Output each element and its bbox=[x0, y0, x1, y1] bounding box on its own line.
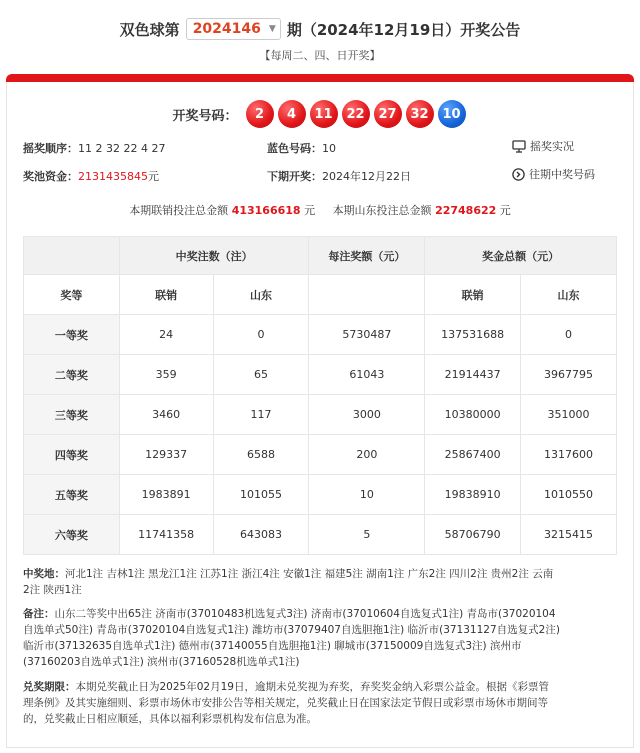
blue-number-value: 10 bbox=[322, 142, 336, 155]
table-cell: 0 bbox=[521, 315, 617, 355]
remarks bbox=[23, 606, 621, 670]
sd-sales-label: 本期山东投注总金额 bbox=[332, 204, 432, 217]
remarks-text: 临沂市(37132635自选单式1注) 德州市(37140055自选胆拖1注) 聊城市(37150009自选复式3注) 滨州市 bbox=[23, 640, 522, 652]
table-cell: 137531688 bbox=[425, 315, 521, 355]
table-cell: 117 bbox=[213, 395, 309, 435]
table-cell: 351000 bbox=[521, 395, 617, 435]
red-ball: 2 bbox=[246, 100, 274, 128]
table-row bbox=[24, 395, 617, 435]
prize-level-cell: 四等奖 bbox=[24, 435, 120, 475]
winning-numbers bbox=[7, 100, 633, 128]
prize-table bbox=[23, 236, 617, 555]
winning-locations-text: 2注 陕西1注 bbox=[23, 584, 82, 596]
table-subheader: 山东 bbox=[521, 275, 617, 315]
table-cell: 1317600 bbox=[521, 435, 617, 475]
sd-sales-value: 22748622 bbox=[435, 204, 497, 217]
sales-value: 413166618 bbox=[231, 204, 301, 217]
prize-level-cell: 六等奖 bbox=[24, 515, 120, 555]
table-subheader: 山东 bbox=[213, 275, 309, 315]
table-cell: 1983891 bbox=[119, 475, 213, 515]
table-cell: 65 bbox=[213, 355, 309, 395]
next-draw-value: 2024年12月22日 bbox=[322, 170, 411, 183]
claim-deadline bbox=[23, 679, 621, 727]
claim-deadline-text: 本期兑奖截止日为2025年02月19日，逾期未兑奖视为弃奖，弃奖奖金纳入彩票公益金。根据《彩票管 bbox=[75, 681, 549, 693]
live-draw-link[interactable] bbox=[512, 138, 574, 154]
claim-deadline-label: 兑奖期限： bbox=[23, 681, 76, 693]
draw-order bbox=[23, 140, 165, 156]
table-cell: 5730487 bbox=[309, 315, 425, 355]
table-subheader: 联销 bbox=[425, 275, 521, 315]
table-row bbox=[24, 515, 617, 555]
page-header bbox=[0, 0, 640, 70]
table-subheader-row bbox=[24, 275, 617, 315]
table-subheader: 联销 bbox=[119, 275, 213, 315]
sales-label: 本期联销投注总金额 bbox=[129, 204, 229, 217]
prize-level-cell: 三等奖 bbox=[24, 395, 120, 435]
table-cell: 3215415 bbox=[521, 515, 617, 555]
table-cell: 24 bbox=[119, 315, 213, 355]
draw-order-label: 摇奖顺序： bbox=[23, 142, 78, 155]
table-row bbox=[24, 355, 617, 395]
table-row bbox=[24, 475, 617, 515]
table-row bbox=[24, 435, 617, 475]
page-title bbox=[0, 18, 640, 40]
remarks-text: 山东二等奖中出65注 济南市(37010483机选复式3注) 济南市(37010604自选复式1注) 青岛市(37020104 bbox=[54, 608, 556, 620]
table-cell: 3000 bbox=[309, 395, 425, 435]
prize-level-cell: 二等奖 bbox=[24, 355, 120, 395]
table-cell: 3460 bbox=[119, 395, 213, 435]
claim-deadline-text: 的，兑奖截止日相应顺延，具体以福利彩票机构发布信息为准。 bbox=[23, 713, 317, 725]
jackpot-pool-unit: 元 bbox=[148, 170, 159, 183]
table-header-blank bbox=[24, 237, 120, 275]
table-cell: 359 bbox=[119, 355, 213, 395]
monitor-icon bbox=[512, 140, 526, 153]
issue-select[interactable] bbox=[186, 18, 281, 40]
winning-locations-text: 河北1注 吉林1注 黑龙江1注 江苏1注 浙江4注 安徽1注 福建5注 湖南1注 广东2注 四川2注 贵州2注 云南 bbox=[65, 568, 554, 580]
arrow-circle-icon bbox=[512, 168, 525, 181]
table-header: 奖金总额（元） bbox=[425, 237, 617, 275]
claim-deadline-text: 理条例》及其实施细则、彩票市场休市安排公告等相关规定，兑奖截止日在国家法定节假日或彩票市场休市期间等 bbox=[23, 697, 548, 709]
table-cell: 129337 bbox=[119, 435, 213, 475]
draw-order-value: 11 2 32 22 4 27 bbox=[78, 142, 166, 155]
next-draw-label: 下期开奖： bbox=[267, 170, 322, 183]
sd-sales-unit: 元 bbox=[499, 204, 511, 217]
table-cell: 6588 bbox=[213, 435, 309, 475]
table-row bbox=[24, 315, 617, 355]
blue-number-label: 蓝色号码： bbox=[267, 142, 322, 155]
table-cell: 643083 bbox=[213, 515, 309, 555]
table-cell: 25867400 bbox=[425, 435, 521, 475]
remarks-text: (37160203自选单式1注) 滨州市(37160528机选单式1注) bbox=[23, 656, 300, 668]
red-ball: 4 bbox=[278, 100, 306, 128]
chevron-down-icon: ▼ bbox=[268, 24, 276, 34]
result-card bbox=[6, 82, 634, 748]
table-subheader-blank bbox=[309, 275, 425, 315]
table-cell: 10 bbox=[309, 475, 425, 515]
table-cell: 3967795 bbox=[521, 355, 617, 395]
table-cell: 19838910 bbox=[425, 475, 521, 515]
sales-summary bbox=[7, 202, 633, 218]
table-cell: 58706790 bbox=[425, 515, 521, 555]
table-cell: 200 bbox=[309, 435, 425, 475]
prize-level-cell: 一等奖 bbox=[24, 315, 120, 355]
table-header: 中奖注数（注） bbox=[119, 237, 309, 275]
issue-value: 2024146 bbox=[192, 21, 261, 37]
jackpot-pool bbox=[23, 168, 159, 184]
live-draw-label: 摇奖实况 bbox=[530, 140, 574, 153]
title-suffix: 期（2024年12月19日）开奖公告 bbox=[286, 20, 521, 39]
table-subheader: 奖等 bbox=[24, 275, 120, 315]
table-cell: 1010550 bbox=[521, 475, 617, 515]
table-cell: 0 bbox=[213, 315, 309, 355]
table-header-row bbox=[24, 237, 617, 275]
winning-locations-label: 中奖地： bbox=[23, 568, 65, 580]
red-ball: 22 bbox=[342, 100, 370, 128]
winning-numbers-label: 开奖号码： bbox=[172, 108, 238, 124]
remarks-label: 备注： bbox=[23, 608, 55, 620]
table-cell: 61043 bbox=[309, 355, 425, 395]
title-prefix: 双色球第 bbox=[119, 20, 180, 39]
jackpot-pool-label: 奖池资金： bbox=[23, 170, 78, 183]
sales-unit: 元 bbox=[304, 204, 316, 217]
table-header: 每注奖额（元） bbox=[309, 237, 425, 275]
remarks-text: 自选单式50注) 青岛市(37020104自选复式1注) 潍坊市(37079407自选胆拖1注) 临沂市(37131127自选复式2注) bbox=[23, 624, 560, 636]
draw-schedule: 【每周二、四、日开奖】 bbox=[259, 49, 381, 62]
jackpot-pool-value: 2131435845 bbox=[78, 170, 148, 183]
prize-level-cell: 五等奖 bbox=[24, 475, 120, 515]
table-cell: 5 bbox=[309, 515, 425, 555]
table-cell: 21914437 bbox=[425, 355, 521, 395]
red-ball: 27 bbox=[374, 100, 402, 128]
blue-ball: 10 bbox=[438, 100, 466, 128]
next-draw bbox=[267, 168, 411, 184]
history-label: 往期中奖号码 bbox=[529, 168, 595, 181]
winning-locations bbox=[23, 566, 621, 598]
history-link[interactable] bbox=[512, 166, 595, 182]
red-ball: 11 bbox=[310, 100, 338, 128]
table-cell: 11741358 bbox=[119, 515, 213, 555]
red-ball: 32 bbox=[406, 100, 434, 128]
table-cell: 10380000 bbox=[425, 395, 521, 435]
blue-number bbox=[267, 140, 336, 156]
table-cell: 101055 bbox=[213, 475, 309, 515]
